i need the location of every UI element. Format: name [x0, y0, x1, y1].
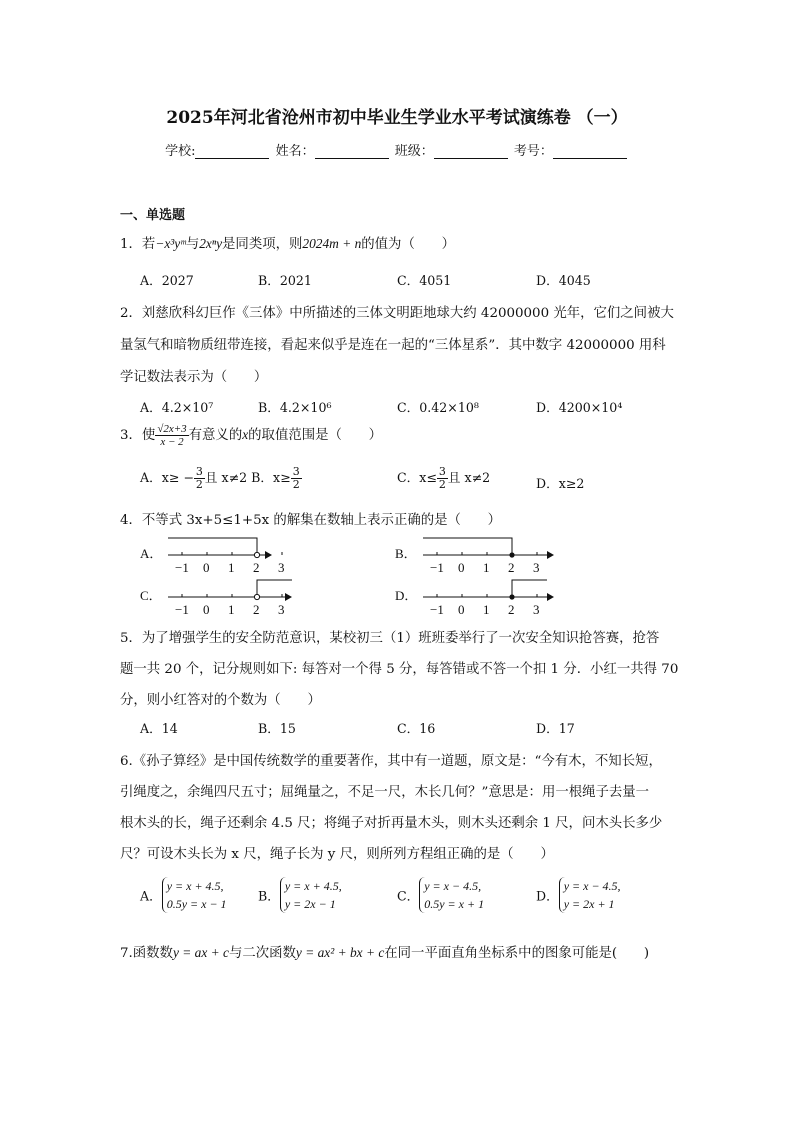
school-label: 学校:	[165, 144, 196, 159]
class-blank[interactable]	[434, 146, 508, 159]
equation: 0.5y = x − 1	[166, 897, 227, 911]
tick-label: 1	[228, 602, 235, 617]
q5-option-a[interactable]: A．14	[140, 721, 178, 736]
class-label: 班级：	[394, 144, 434, 159]
solution-ray	[168, 538, 257, 555]
q1-option-b[interactable]: B．2021	[258, 273, 312, 288]
q1-option-a[interactable]: A．2027	[140, 273, 194, 288]
equation: y = x − 4.5,	[424, 879, 482, 893]
section-heading: 一、单选题	[120, 208, 186, 223]
q3-option-c-text: C．x≤	[397, 470, 437, 485]
closed-point-icon	[509, 552, 514, 557]
equation: y = x + 4.5,	[166, 879, 224, 893]
q4-number-lines	[135, 530, 575, 620]
fraction-numerator: 3	[195, 465, 203, 478]
option-label: D．	[536, 888, 559, 904]
question-7	[120, 942, 649, 961]
fraction-numerator: 3	[438, 465, 446, 478]
q3-text: 的取值范围是（ ）	[248, 428, 383, 443]
q5-option-d[interactable]: D．17	[536, 721, 575, 736]
open-point-icon	[254, 552, 259, 557]
tick-label: 1	[483, 560, 490, 575]
tick-label: 0	[458, 560, 465, 575]
q2-line: 2．刘慈欣科幻巨作《三体》中所描述的三体文明距地球大约 42000000 光年，它们之间被大	[120, 306, 674, 321]
question-4: 4．不等式 3x+5≤1+5x 的解集在数轴上表示正确的是（ ）	[120, 513, 502, 528]
q2-option-b[interactable]: B．4.2×10⁶	[258, 400, 332, 415]
tick-label: 3	[533, 560, 540, 575]
q3-option-a: A．x≥ −	[140, 470, 194, 485]
q1-text: 1．若	[120, 237, 156, 252]
q3-option-b: 且 x≠2 B．x≥	[204, 470, 291, 485]
fraction-denominator: 2	[195, 478, 203, 491]
option-label: B．	[258, 888, 280, 904]
student-info-line	[0, 140, 794, 159]
q3-text: 3．使	[120, 428, 156, 443]
q6-option-a[interactable]	[140, 877, 227, 913]
arrow-icon	[265, 551, 272, 559]
solution-ray	[423, 538, 512, 555]
equation-system	[559, 877, 621, 913]
q7-text: 与二次函数	[228, 946, 296, 961]
q1-text: 的值为（ ）	[361, 237, 456, 252]
q4-label-a[interactable]: A．	[140, 546, 163, 561]
q3-option-d[interactable]: D．x≥2	[536, 476, 585, 491]
q3-fraction	[437, 466, 448, 491]
option-label: C．	[397, 888, 420, 904]
q3-fraction	[155, 423, 188, 448]
q1-expr: 2xⁿy	[199, 236, 223, 251]
tick-label: −1	[430, 560, 444, 575]
tick-label: −1	[175, 560, 189, 575]
equation: y = 2x + 1	[563, 897, 615, 911]
fraction-denominator: 2	[438, 478, 446, 491]
solution-ray	[512, 580, 547, 597]
tick-label: 3	[278, 560, 285, 575]
exam-title: 2025年河北省沧州市初中毕业生学业水平考试演练卷 （一）	[166, 108, 628, 128]
equation: y = 2x − 1	[284, 897, 336, 911]
tick-label: 3	[533, 602, 540, 617]
tick-label: 1	[228, 560, 235, 575]
q6-option-c[interactable]	[397, 877, 484, 913]
q6-line: 6.《孙子算经》是中国传统数学的重要著作，其中有一道题，原文是：“今有木，不知长短，	[120, 754, 662, 769]
closed-point-icon	[509, 594, 514, 599]
q6-option-d[interactable]	[536, 877, 621, 913]
fraction-denominator: x − 2	[160, 436, 184, 448]
name-blank[interactable]	[315, 146, 389, 159]
q3-text: 有意义的	[188, 428, 243, 443]
equation-system	[162, 877, 227, 913]
equation: 0.5y = x + 1	[424, 897, 485, 911]
question-3	[120, 423, 382, 448]
q2-line: 学记数法表示为（ ）	[120, 370, 268, 385]
q3-options-ab[interactable]	[140, 466, 302, 491]
school-blank[interactable]	[195, 146, 269, 159]
q2-line: 量氢气和暗物质纽带连接，看起来似乎是连在一起的“三体星系”．其中数字 42000000 用科	[120, 338, 666, 353]
q1-expr: −x³yᵐ	[155, 236, 186, 251]
q4-label-b[interactable]: B．	[395, 546, 417, 561]
q4-label-d[interactable]: D．	[395, 588, 418, 603]
tick-label: −1	[175, 602, 189, 617]
q3-var: x	[242, 427, 249, 442]
q6-line: 根木头的长，绳子还剩余 4.5 尺；将绳子对折再量木头，则木头还剩余 1 尺，问木头长多少	[120, 816, 663, 831]
q1-option-d[interactable]: D．4045	[536, 273, 591, 288]
fraction-numerator: 3	[292, 465, 300, 478]
q5-line: 题一共 20 个，记分规则如下: 每答对一个得 5 分，每答错或不答一个扣 1 分．小红一共得 70	[120, 662, 679, 677]
q7-expr: y = ax² + bx + c	[295, 945, 385, 960]
open-point-icon	[254, 594, 259, 599]
q6-line: 尺？可设木头长为 x 尺，绳子长为 y 尺，则所列方程组正确的是（ ）	[120, 847, 554, 862]
q6-line: 引绳度之，余绳四尺五寸；屈绳量之，不足一尺，木长几何？”意思是：用一根绳子去量一	[120, 785, 650, 800]
q7-expr: y = ax + c	[172, 945, 229, 960]
tick-label: 0	[458, 602, 465, 617]
q1-text: 是同类项，则	[222, 237, 303, 252]
name-label: 姓名：	[275, 144, 315, 159]
tick-label: 0	[203, 602, 210, 617]
q1-text: 与	[185, 237, 200, 252]
q5-line: 5．为了增强学生的安全防范意识，某校初三（1）班班委举行了一次安全知识抢答赛，抢答	[120, 631, 660, 646]
arrow-icon	[547, 551, 554, 559]
q5-option-c[interactable]: C．16	[397, 721, 436, 736]
q2-option-d[interactable]: D．4200×10⁴	[536, 400, 623, 415]
q5-line: 分，则小红答对的个数为（ ）	[120, 693, 321, 708]
q1-expr: 2024m + n	[302, 236, 362, 251]
q3-option-c[interactable]	[397, 466, 490, 491]
tick-label: 0	[203, 560, 210, 575]
q6-option-b[interactable]	[258, 877, 342, 913]
q7-text: 7.函数数	[120, 946, 173, 961]
q4-label-c[interactable]: C．	[140, 588, 162, 603]
q2-option-c[interactable]: C．0.42×10⁸	[397, 400, 479, 415]
q7-text: 在同一平面直角坐标系中的图象可能是( )	[384, 946, 650, 961]
exam-no-label: 考号：	[513, 144, 553, 159]
fraction-numerator: √2x+3	[157, 423, 187, 435]
question-1	[120, 233, 455, 252]
q5-option-b[interactable]: B．15	[258, 721, 296, 736]
equation-system	[419, 877, 484, 913]
option-label: A．	[140, 888, 162, 904]
q3-fraction	[291, 466, 302, 491]
tick-label: 1	[483, 602, 490, 617]
tick-label: 2	[253, 602, 260, 617]
tick-label: 2	[508, 560, 515, 575]
tick-label: 2	[508, 602, 515, 617]
q1-option-c[interactable]: C．4051	[397, 273, 452, 288]
q3-option-c-text: 且 x≠2	[447, 470, 491, 485]
equation: y = x + 4.5,	[284, 879, 342, 893]
tick-label: 2	[253, 560, 260, 575]
arrow-icon	[547, 593, 554, 601]
exam-no-blank[interactable]	[553, 146, 627, 159]
tick-label: 3	[278, 602, 285, 617]
arrow-icon	[285, 593, 292, 601]
fraction-denominator: 2	[292, 478, 300, 491]
q2-option-a[interactable]: A．4.2×10⁷	[140, 400, 214, 415]
tick-label: −1	[430, 602, 444, 617]
q3-fraction	[194, 466, 205, 491]
equation: y = x − 4.5,	[563, 879, 621, 893]
equation-system	[280, 877, 342, 913]
